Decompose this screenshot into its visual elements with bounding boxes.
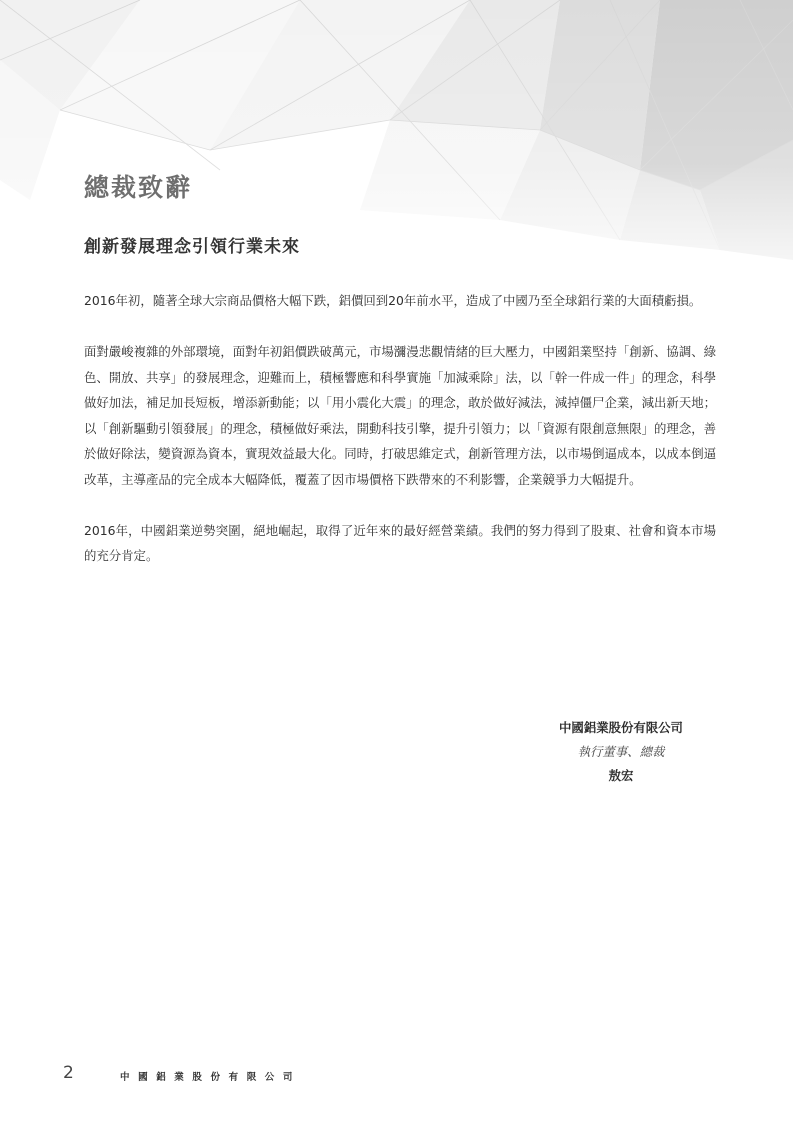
paragraph: 2016年初，隨著全球大宗商品價格大幅下跌，鋁價回到20年前水平，造成了中國乃至全球鋁行業的大面積虧損。 <box>84 293 702 308</box>
signature-block <box>520 716 722 788</box>
letter-body <box>84 288 716 594</box>
signature-company: 中國鋁業股份有限公司 <box>559 720 683 735</box>
page-number: 2 <box>63 1063 74 1083</box>
signature-title: 執行董事、總裁 <box>577 744 665 759</box>
footer-company-name: 中國鋁業股份有限公司 <box>120 1072 302 1083</box>
page-title: 總裁致辭 <box>84 173 193 202</box>
signature-name: 敖宏 <box>608 768 634 783</box>
page-subtitle: 創新發展理念引領行業未來 <box>84 237 300 257</box>
paragraph: 面對嚴峻複雜的外部環境，面對年初鋁價跌破萬元，市場瀰漫悲觀情緒的巨大壓力，中國鋁業堅持「創新、協調、綠色、開放、共享」的發展理念，迎難而上，積極響應和科學實施「加減乘除」法，以「幹一件成一件」的理念，科學做好加法，補足加長短板，增添新動能；以「用小震化大震」的理念，敢於做好減法，減掉僵尸企業，減出新天地；以「創新驅動引領發展」的理念，積極做好乘法，開動科技引擎，提升引領力；以「資源有限創意無限」的理念，善於做好除法，變資源為資本，實現效益最大化。同時，打破思維定式，創新管理方法，以市場倒逼成本，以成本倒逼改革，主導產品的完全成本大幅降低，覆蓋了因市場價格下跌帶來的不利影響，企業競爭力大幅提升。 <box>84 344 716 487</box>
paragraph: 2016年，中國鋁業逆勢突圍，絕地崛起，取得了近年來的最好經營業績。我們的努力得到了股東、社會和資本市場的充分肯定。 <box>84 522 716 563</box>
